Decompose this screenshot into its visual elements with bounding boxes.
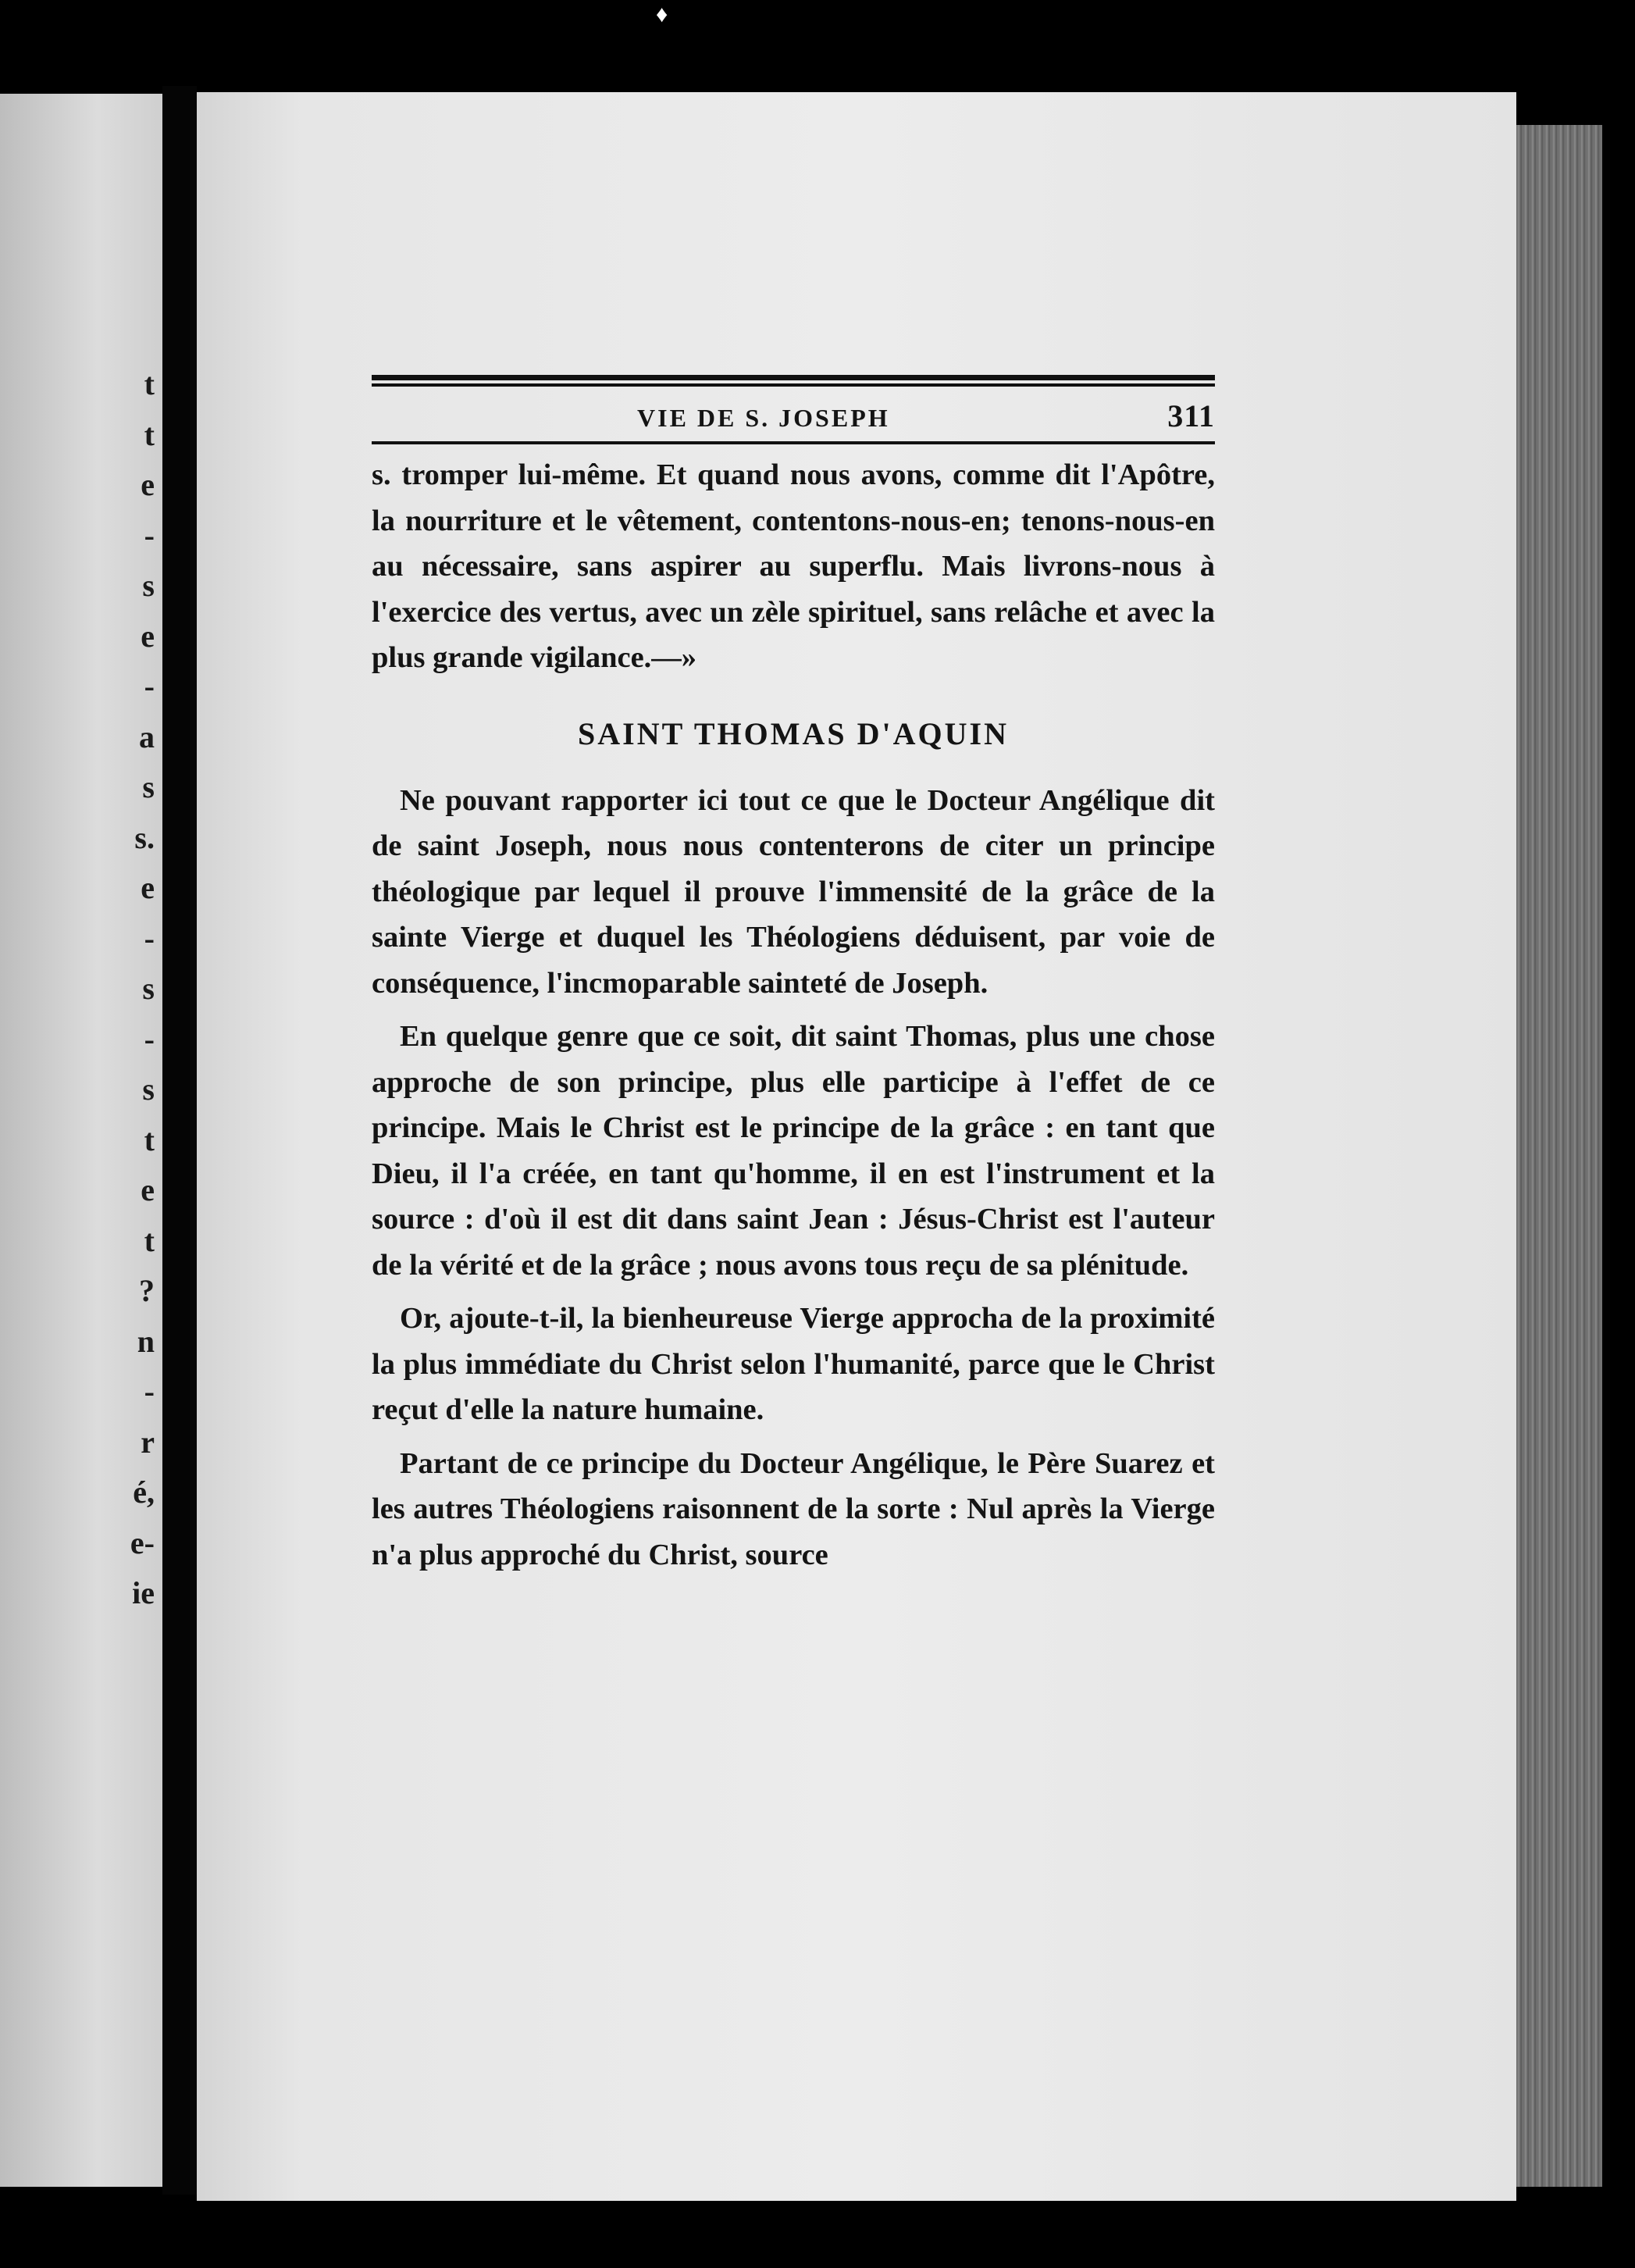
left-edge-char: a — [139, 719, 155, 754]
book-gutter — [162, 86, 197, 2195]
left-edge-char: t — [144, 1122, 155, 1157]
left-edge-char: e — [141, 618, 155, 654]
paragraph-3: En quelque genre que ce soit, dit saint Thomas, plus une chose approche de son principe, plus elle participe à l'effet de ce principe. Mais le Christ est le principe de la grâce : en tant que Dieu, il l'a créée, en tant qu'homme, il en est l'instrument et la source : d'où il est dit dans saint Jean : Jésus-Christ est l'auteur de la vérité et de la grâce ; nous avons tous reçu de sa plénitude. — [372, 1020, 1215, 1282]
left-edge-char: é, — [133, 1475, 155, 1510]
page-header — [372, 398, 1215, 438]
text-block — [372, 375, 1215, 1578]
left-edge-char: ? — [139, 1273, 155, 1308]
section-title: SAINT THOMAS D'AQUIN — [578, 715, 1009, 751]
left-edge-char: r — [141, 1424, 155, 1460]
left-edge-char: - — [144, 920, 155, 956]
left-edge-char: s — [142, 971, 155, 1006]
header-top-rule-2 — [372, 383, 1215, 387]
left-page-cut-text — [0, 359, 162, 1765]
paragraph-4: Or, ajoute-t-il, la bienheureuse Vierge approcha de la proximité la plus immédiate du Christ selon l'humanité, parce que le Christ reçut d'elle la nature humaine. — [372, 1302, 1215, 1426]
paragraph-1: s. tromper lui-même. Et quand nous avons, comme dit l'Apôtre, la nourriture et le vêtement, contentons-nous-en; tenons-nous-en au nécessaire, sans aspirer au superflu. Mais livrons-nous à l'exercice des vertus, avec un zèle spirituel, sans relâche et avec la plus grande vigilance.—» — [372, 458, 1215, 674]
page-stack-edge — [1516, 125, 1602, 2187]
left-edge-char: n — [137, 1323, 155, 1359]
left-edge-char: s — [142, 769, 155, 804]
paragraph-5: Partant de ce principe du Docteur Angélique, le Père Suarez et les autres Théologiens raisonnent de la sorte : Nul après la Vierge n'a plus approché du Christ, source — [372, 1446, 1215, 1571]
left-edge-char: s. — [134, 819, 155, 855]
left-edge-char: t — [144, 1222, 155, 1258]
left-edge-char: t — [144, 366, 155, 401]
left-edge-char: e — [141, 1172, 155, 1207]
left-edge-char: - — [144, 1021, 155, 1057]
paragraph-2: Ne pouvant rapporter ici tout ce que le Docteur Angélique dit de saint Joseph, nous nous contenterons de citer un principe théologique par lequel il prouve l'immensité de la grâce de la sainte Vierge et duquel les Théologiens déduisent, par voie de conséquence, l'incmoparable sainteté de Joseph. — [372, 783, 1215, 1000]
left-edge-char: ie — [132, 1575, 155, 1610]
left-edge-char: e — [141, 870, 155, 905]
left-edge-char: - — [144, 669, 155, 704]
left-edge-char: - — [144, 517, 155, 553]
running-head: VIE DE S. JOSEPH — [637, 404, 890, 432]
left-edge-char: s — [142, 1072, 155, 1107]
page-number: 311 — [1167, 398, 1215, 433]
left-edge-char: e — [141, 467, 155, 502]
header-top-rule — [372, 375, 1215, 380]
left-edge-char: - — [144, 1374, 155, 1409]
scan-artifact-mark: ♦ — [656, 2, 668, 27]
left-edge-char: e- — [130, 1524, 155, 1560]
left-edge-char: s — [142, 568, 155, 603]
left-edge-char: t — [144, 416, 155, 452]
